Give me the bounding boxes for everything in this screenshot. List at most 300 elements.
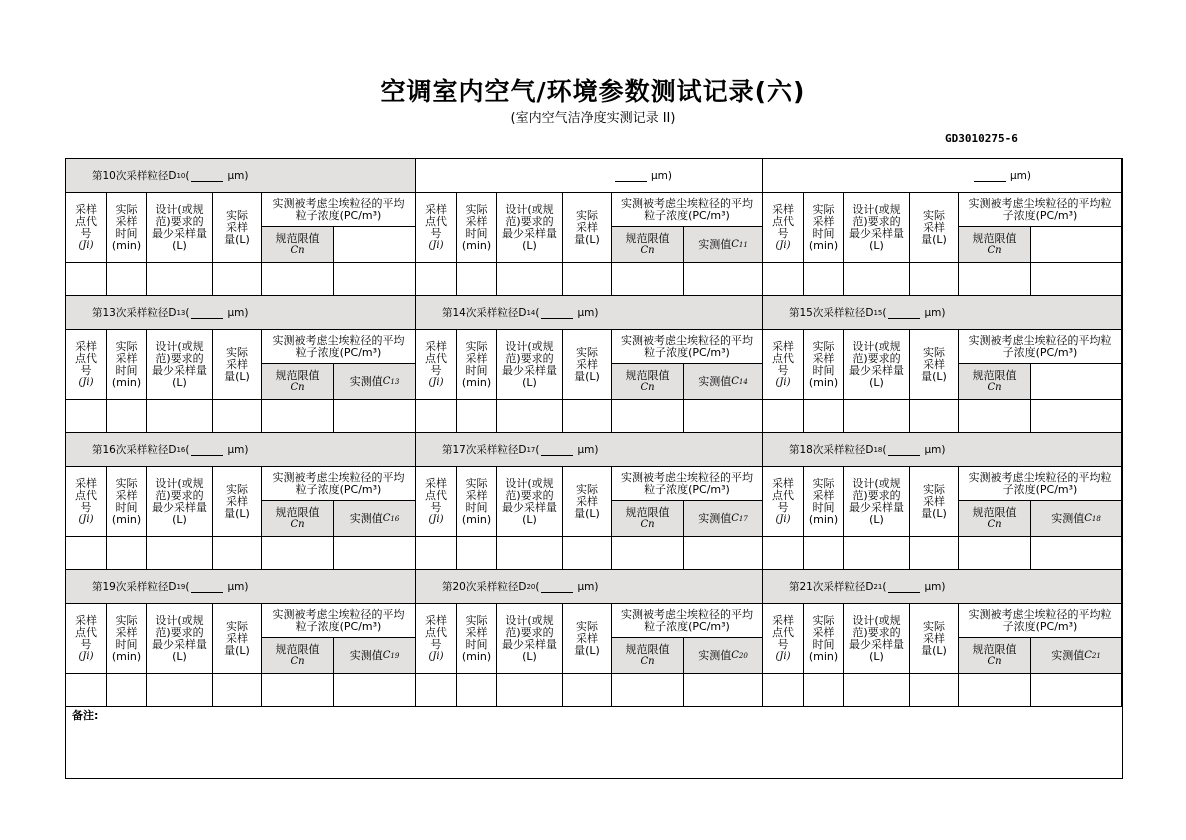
group-header: [416, 296, 763, 330]
limit-symbol: Cn: [290, 244, 305, 256]
data-cell[interactable]: [213, 674, 262, 707]
measured-header: [334, 364, 416, 400]
data-cell[interactable]: [612, 674, 684, 707]
limit-symbol: Cn: [987, 381, 1002, 393]
particle-size-index: 21: [873, 582, 883, 591]
sampling-time-header: 实际采样时间(min): [457, 330, 497, 400]
data-cell[interactable]: [497, 537, 563, 570]
measured-header: [684, 227, 763, 263]
data-cell[interactable]: [763, 537, 804, 570]
unit-label: μm): [227, 169, 249, 182]
particle-size-label: 第17次采样粒径D: [442, 443, 527, 456]
limit-label: 规范限值: [972, 505, 1017, 519]
particle-size-index: 17: [526, 445, 536, 454]
design-min-volume-header: 设计(或规范)要求的最少采样量(L): [844, 193, 910, 263]
actual-volume-header: 实际采样量(L): [910, 604, 959, 674]
actual-volume-header: 实际采样量(L): [563, 467, 612, 537]
measured-label: 实测值: [698, 374, 732, 388]
group-header: [66, 570, 416, 604]
data-cell[interactable]: [684, 263, 763, 296]
group-header: [416, 159, 763, 193]
particle-size-index: 13: [176, 308, 186, 317]
measured-header: [334, 227, 416, 263]
design-min-volume-header: 设计(或规范)要求的最少采样量(L): [844, 467, 910, 537]
data-cell[interactable]: [563, 537, 612, 570]
particle-size-label: 第13次采样粒径D: [92, 306, 177, 319]
data-cell[interactable]: [457, 537, 497, 570]
measured-label: 实测值: [349, 374, 383, 388]
sampling-point-header: [66, 604, 107, 674]
paren-open: (: [185, 169, 190, 182]
sampling-time-header: 实际采样时间(min): [804, 467, 844, 537]
data-cell[interactable]: [1031, 400, 1122, 433]
actual-volume-header: 实际采样量(L): [563, 330, 612, 400]
measured-index: 17: [738, 514, 748, 523]
limit-label: 规范限值: [275, 231, 320, 245]
sampling-point-label: 采样点代号: [772, 613, 794, 651]
particle-size-label: 第16次采样粒径D: [92, 443, 177, 456]
particle-size-input[interactable]: [191, 169, 223, 182]
sampling-point-label: 采样点代号: [425, 613, 447, 651]
sampling-point-header: [763, 604, 804, 674]
page-title: 空调室内空气/环境参数测试记录(六): [380, 77, 806, 106]
data-cell[interactable]: [684, 400, 763, 433]
measured-index: 14: [738, 377, 748, 386]
data-cell[interactable]: [497, 400, 563, 433]
data-cell[interactable]: [107, 537, 147, 570]
data-cell[interactable]: [147, 674, 213, 707]
data-cell[interactable]: [910, 674, 959, 707]
limit-symbol: Cn: [290, 655, 305, 667]
group-header: [66, 159, 416, 193]
sampling-point-label: 采样点代号: [772, 202, 794, 240]
data-cell[interactable]: [107, 674, 147, 707]
concentration-header: 实测被考虑尘埃粒径的平均粒子浓度(PC/m³): [262, 467, 416, 501]
sampling-time-header: 实际采样时间(min): [107, 193, 147, 263]
paren-open: (: [535, 306, 540, 319]
data-cell[interactable]: [334, 400, 416, 433]
limit-header: [262, 227, 334, 263]
sampling-time-header: 实际采样时间(min): [804, 604, 844, 674]
data-cell[interactable]: [844, 263, 910, 296]
data-cell[interactable]: [457, 263, 497, 296]
data-cell[interactable]: [457, 674, 497, 707]
sampling-group: [763, 570, 1122, 707]
unit-label: μm): [227, 306, 249, 319]
sampling-point-symbol: (Ji): [428, 376, 444, 388]
data-cell[interactable]: [763, 400, 804, 433]
data-cell[interactable]: [910, 263, 959, 296]
concentration-header: 实测被考虑尘埃粒径的平均粒子浓度(PC/m³): [959, 330, 1122, 364]
particle-size-input[interactable]: [541, 443, 573, 456]
limit-label: 规范限值: [625, 231, 670, 245]
data-cell[interactable]: [66, 537, 107, 570]
particle-size-label: 第14次采样粒径D: [442, 306, 527, 319]
limit-header: [262, 364, 334, 400]
sampling-group: [416, 296, 763, 433]
paren-open: (: [185, 580, 190, 593]
paren-open: (: [535, 580, 540, 593]
measured-label: 实测值: [698, 237, 732, 251]
data-cell[interactable]: [804, 537, 844, 570]
unit-label: μm): [577, 580, 599, 593]
sampling-point-label: 采样点代号: [772, 339, 794, 377]
data-cell[interactable]: [612, 537, 684, 570]
group-header: [416, 570, 763, 604]
data-cell[interactable]: [804, 674, 844, 707]
actual-volume-header: 实际采样量(L): [910, 467, 959, 537]
actual-volume-header: 实际采样量(L): [213, 467, 262, 537]
limit-header: [959, 501, 1031, 537]
group-header: [416, 433, 763, 467]
data-cell[interactable]: [612, 400, 684, 433]
particle-size-label: 第19次采样粒径D: [92, 580, 177, 593]
measured-header: [334, 638, 416, 674]
design-min-volume-header: 设计(或规范)要求的最少采样量(L): [497, 467, 563, 537]
measured-header: [1031, 364, 1122, 400]
limit-symbol: Cn: [987, 518, 1002, 530]
data-cell[interactable]: [1031, 537, 1122, 570]
group-header: [66, 296, 416, 330]
data-cell[interactable]: [684, 674, 763, 707]
sampling-point-header: [763, 193, 804, 263]
data-cell[interactable]: [910, 400, 959, 433]
limit-symbol: Cn: [640, 518, 655, 530]
particle-size-label: 第21次采样粒径D: [789, 580, 874, 593]
design-min-volume-header: 设计(或规范)要求的最少采样量(L): [147, 467, 213, 537]
limit-label: 规范限值: [275, 368, 320, 382]
limit-symbol: Cn: [640, 381, 655, 393]
data-cell[interactable]: [262, 263, 334, 296]
data-cell[interactable]: [497, 674, 563, 707]
limit-label: 规范限值: [275, 642, 320, 656]
particle-size-input[interactable]: [888, 580, 920, 593]
measured-index: 18: [1091, 514, 1101, 523]
particle-size-input[interactable]: [191, 306, 223, 319]
design-min-volume-header: 设计(或规范)要求的最少采样量(L): [147, 193, 213, 263]
unit-label: μm): [924, 580, 946, 593]
measured-header: [334, 501, 416, 537]
sampling-time-header: 实际采样时间(min): [107, 330, 147, 400]
actual-volume-header: 实际采样量(L): [910, 330, 959, 400]
measured-label: 实测值: [1051, 511, 1085, 525]
design-min-volume-header: 设计(或规范)要求的最少采样量(L): [844, 604, 910, 674]
sampling-point-label: 采样点代号: [425, 339, 447, 377]
measured-symbol: C: [731, 238, 739, 250]
measured-label: 实测值: [698, 648, 732, 662]
limit-label: 规范限值: [275, 505, 320, 519]
actual-volume-header: 实际采样量(L): [910, 193, 959, 263]
unit-label: μm): [1010, 169, 1032, 182]
limit-symbol: Cn: [640, 244, 655, 256]
particle-size-input[interactable]: [191, 443, 223, 456]
actual-volume-header: 实际采样量(L): [213, 193, 262, 263]
data-cell[interactable]: [763, 674, 804, 707]
group-header: [763, 296, 1122, 330]
design-min-volume-header: 设计(或规范)要求的最少采样量(L): [147, 330, 213, 400]
sampling-group: [66, 570, 416, 707]
sampling-point-header: [66, 467, 107, 537]
measured-header: [684, 638, 763, 674]
sampling-point-symbol: (Ji): [78, 376, 94, 388]
unit-label: μm): [577, 306, 599, 319]
unit-label: μm): [651, 169, 673, 182]
data-cell[interactable]: [497, 263, 563, 296]
concentration-header: 实测被考虑尘埃粒径的平均粒子浓度(PC/m³): [262, 330, 416, 364]
remark-area[interactable]: [66, 707, 1122, 779]
particle-size-index: 20: [526, 582, 536, 591]
sampling-point-symbol: (Ji): [775, 376, 791, 388]
sampling-group: [763, 159, 1122, 296]
data-cell[interactable]: [612, 263, 684, 296]
limit-symbol: Cn: [987, 244, 1002, 256]
table-block: [66, 433, 1122, 570]
measured-label: 实测值: [349, 648, 383, 662]
data-cell[interactable]: [563, 263, 612, 296]
data-cell[interactable]: [804, 263, 844, 296]
sampling-point-symbol: (Ji): [78, 513, 94, 525]
sampling-point-symbol: (Ji): [775, 650, 791, 662]
measured-index: 11: [738, 240, 748, 249]
paren-open: (: [882, 580, 887, 593]
actual-volume-header: 实际采样量(L): [213, 330, 262, 400]
particle-size-index: 16: [176, 445, 186, 454]
data-cell[interactable]: [1031, 674, 1122, 707]
limit-label: 规范限值: [972, 368, 1017, 382]
actual-volume-header: 实际采样量(L): [563, 604, 612, 674]
data-cell[interactable]: [457, 400, 497, 433]
particle-size-index: 14: [526, 308, 536, 317]
unit-label: μm): [924, 443, 946, 456]
concentration-header: 实测被考虑尘埃粒径的平均粒子浓度(PC/m³): [959, 193, 1122, 227]
unit-label: μm): [227, 580, 249, 593]
sampling-group: [66, 433, 416, 570]
limit-label: 规范限值: [972, 231, 1017, 245]
measured-symbol: C: [731, 375, 739, 387]
particle-size-input[interactable]: [974, 169, 1006, 182]
data-cell[interactable]: [334, 537, 416, 570]
data-cell[interactable]: [844, 400, 910, 433]
design-min-volume-header: 设计(或规范)要求的最少采样量(L): [147, 604, 213, 674]
paren-open: (: [882, 443, 887, 456]
sampling-group: [416, 570, 763, 707]
group-header: [763, 570, 1122, 604]
limit-header: [959, 638, 1031, 674]
paren-open: (: [882, 306, 887, 319]
sampling-point-label: 采样点代号: [772, 476, 794, 514]
group-header: [763, 433, 1122, 467]
particle-size-label: 第18次采样粒径D: [789, 443, 874, 456]
data-cell[interactable]: [213, 263, 262, 296]
design-min-volume-header: 设计(或规范)要求的最少采样量(L): [497, 193, 563, 263]
measured-label: 实测值: [698, 511, 732, 525]
sampling-time-header: 实际采样时间(min): [457, 604, 497, 674]
data-cell[interactable]: [262, 537, 334, 570]
limit-symbol: Cn: [290, 518, 305, 530]
particle-size-input[interactable]: [191, 580, 223, 593]
data-cell[interactable]: [66, 400, 107, 433]
sampling-point-label: 采样点代号: [75, 202, 97, 240]
measured-index: 19: [390, 651, 400, 660]
particle-size-index: 19: [176, 582, 186, 591]
data-cell[interactable]: [416, 674, 457, 707]
particle-size-input[interactable]: [541, 306, 573, 319]
measured-symbol: C: [731, 512, 739, 524]
sampling-point-symbol: (Ji): [428, 513, 444, 525]
data-cell[interactable]: [416, 400, 457, 433]
data-cell[interactable]: [910, 537, 959, 570]
measured-header: [1031, 227, 1122, 263]
sampling-time-header: 实际采样时间(min): [457, 467, 497, 537]
measured-label: 实测值: [349, 511, 383, 525]
data-cell[interactable]: [334, 674, 416, 707]
data-cell[interactable]: [763, 263, 804, 296]
data-cell[interactable]: [147, 263, 213, 296]
data-cell[interactable]: [1031, 263, 1122, 296]
sampling-point-header: [416, 467, 457, 537]
data-cell[interactable]: [959, 674, 1031, 707]
data-cell[interactable]: [563, 400, 612, 433]
sampling-time-header: 实际采样时间(min): [107, 467, 147, 537]
actual-volume-header: 实际采样量(L): [563, 193, 612, 263]
measured-index: 21: [1091, 651, 1101, 660]
data-cell[interactable]: [262, 400, 334, 433]
sampling-point-symbol: (Ji): [78, 239, 94, 251]
design-min-volume-header: 设计(或规范)要求的最少采样量(L): [497, 330, 563, 400]
data-cell[interactable]: [416, 537, 457, 570]
limit-header: [612, 638, 684, 674]
sampling-group: [763, 296, 1122, 433]
sampling-group: [66, 159, 416, 296]
group-header: [763, 159, 1122, 193]
sampling-point-label: 采样点代号: [75, 339, 97, 377]
unit-label: μm): [577, 443, 599, 456]
data-cell[interactable]: [563, 674, 612, 707]
data-cell[interactable]: [147, 400, 213, 433]
data-cell[interactable]: [959, 263, 1031, 296]
measured-symbol: C: [731, 649, 739, 661]
design-min-volume-header: 设计(或规范)要求的最少采样量(L): [497, 604, 563, 674]
concentration-header: 实测被考虑尘埃粒径的平均粒子浓度(PC/m³): [612, 193, 763, 227]
limit-header: [262, 501, 334, 537]
paren-open: (: [185, 443, 190, 456]
paren-open: (: [535, 443, 540, 456]
sampling-point-header: [416, 193, 457, 263]
sampling-group: [416, 433, 763, 570]
particle-size-index: 18: [873, 445, 883, 454]
sampling-point-symbol: (Ji): [78, 650, 94, 662]
data-cell[interactable]: [959, 400, 1031, 433]
sampling-time-header: 实际采样时间(min): [457, 193, 497, 263]
concentration-header: 实测被考虑尘埃粒径的平均粒子浓度(PC/m³): [612, 467, 763, 501]
data-cell[interactable]: [66, 674, 107, 707]
unit-label: μm): [227, 443, 249, 456]
particle-size-input[interactable]: [888, 306, 920, 319]
concentration-header: 实测被考虑尘埃粒径的平均粒子浓度(PC/m³): [959, 604, 1122, 638]
concentration-header: 实测被考虑尘埃粒径的平均粒子浓度(PC/m³): [612, 330, 763, 364]
data-cell[interactable]: [107, 263, 147, 296]
measured-symbol: C: [382, 649, 391, 661]
measured-header: [1031, 501, 1122, 537]
sampling-point-header: [66, 193, 107, 263]
limit-label: 规范限值: [625, 368, 670, 382]
particle-size-index: 10: [176, 171, 186, 180]
data-cell[interactable]: [334, 263, 416, 296]
particle-size-label: 第20次采样粒径D: [442, 580, 527, 593]
sampling-point-symbol: (Ji): [428, 650, 444, 662]
concentration-header: 实测被考虑尘埃粒径的平均粒子浓度(PC/m³): [262, 604, 416, 638]
particle-size-input[interactable]: [888, 443, 920, 456]
measured-index: 13: [390, 377, 400, 386]
sampling-point-header: [416, 330, 457, 400]
limit-header: [959, 364, 1031, 400]
limit-header: [959, 227, 1031, 263]
limit-symbol: Cn: [640, 655, 655, 667]
sampling-group: [416, 159, 763, 296]
limit-header: [612, 501, 684, 537]
data-cell[interactable]: [147, 537, 213, 570]
sampling-point-header: [763, 467, 804, 537]
limit-header: [612, 364, 684, 400]
table-block: [66, 159, 1122, 296]
data-cell[interactable]: [844, 537, 910, 570]
page-subtitle: (室内空气洁净度实测记录 II): [510, 111, 676, 126]
data-cell[interactable]: [959, 537, 1031, 570]
sampling-point-label: 采样点代号: [425, 476, 447, 514]
sampling-point-symbol: (Ji): [775, 513, 791, 525]
particle-size-input[interactable]: [615, 169, 647, 182]
data-cell[interactable]: [804, 400, 844, 433]
measured-symbol: C: [1084, 649, 1092, 661]
sampling-group: [763, 433, 1122, 570]
record-table: [65, 158, 1123, 779]
sampling-point-header: [763, 330, 804, 400]
measured-header: [1031, 638, 1122, 674]
measured-label: 实测值: [1051, 648, 1085, 662]
limit-label: 规范限值: [625, 642, 670, 656]
data-cell[interactable]: [844, 674, 910, 707]
limit-label: 规范限值: [625, 505, 670, 519]
data-cell[interactable]: [684, 537, 763, 570]
paren-open: (: [185, 306, 190, 319]
data-cell[interactable]: [213, 400, 262, 433]
table-block: [66, 570, 1122, 707]
document-code: GD3010275-6: [945, 132, 1018, 145]
sampling-time-header: 实际采样时间(min): [804, 193, 844, 263]
data-cell[interactable]: [262, 674, 334, 707]
unit-label: μm): [924, 306, 946, 319]
sampling-point-symbol: (Ji): [428, 239, 444, 251]
sampling-point-header: [66, 330, 107, 400]
particle-size-label: 第15次采样粒径D: [789, 306, 874, 319]
measured-header: [684, 364, 763, 400]
sampling-point-label: 采样点代号: [425, 202, 447, 240]
measured-header: [684, 501, 763, 537]
data-cell[interactable]: [213, 537, 262, 570]
particle-size-input[interactable]: [541, 580, 573, 593]
data-cell[interactable]: [66, 263, 107, 296]
data-cell[interactable]: [416, 263, 457, 296]
measured-symbol: C: [1084, 512, 1092, 524]
particle-size-label: 第10次采样粒径D: [92, 169, 177, 182]
group-header: [66, 433, 416, 467]
particle-size-index: 15: [873, 308, 883, 317]
measured-symbol: C: [382, 375, 391, 387]
sampling-group: [66, 296, 416, 433]
concentration-header: 实测被考虑尘埃粒径的平均粒子浓度(PC/m³): [959, 467, 1122, 501]
limit-label: 规范限值: [972, 642, 1017, 656]
data-cell[interactable]: [107, 400, 147, 433]
